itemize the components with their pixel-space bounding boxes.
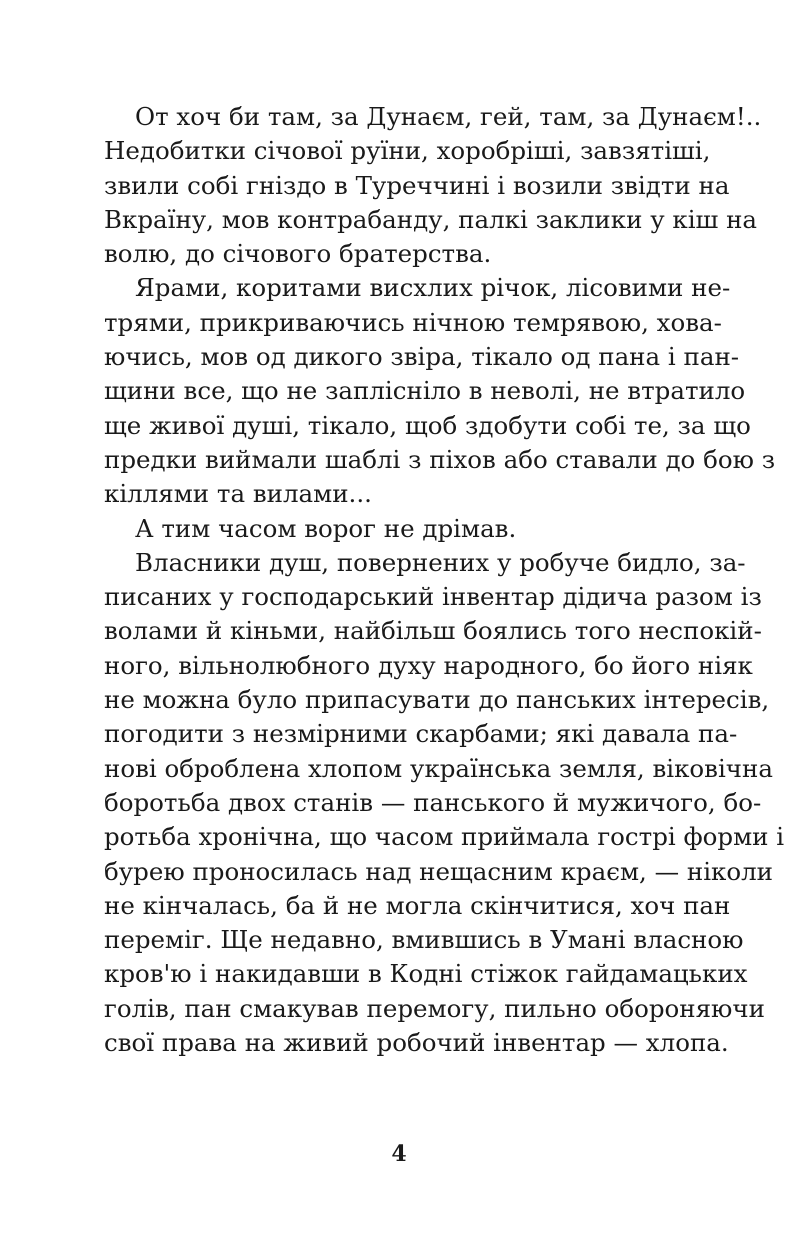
text-line: не кінчалась, ба й не могла скінчитися, хоч пан (104, 890, 731, 920)
page-number: 4 (391, 1141, 407, 1167)
text-line: щини все, що не заплісніло в неволі, не втратило (104, 376, 746, 406)
text-line: трями, прикриваючись нічною темрявою, хова- (104, 307, 722, 337)
text-line: кров'ю і накидавши в Кодні стіжок гайдамацьких (104, 959, 748, 989)
text-line: ще живої душі, тікало, щоб здобути собі те, за що (104, 410, 751, 440)
text-line: Вкраїну, мов контрабанду, палкі заклики у кіш на (104, 204, 758, 234)
text-line: переміг. Ще недавно, вмившись в Умані власною (104, 925, 744, 955)
text-line: ючись, мов од дикого звіра, тікало од пана і пан- (104, 342, 740, 372)
text-line: писаних у господарський інвентар дідича разом із (104, 582, 762, 612)
text-line: боротьба двох станів — панського й мужичого, бо- (104, 787, 762, 817)
text-line: не можна було припасувати до панських інтересів, (104, 685, 770, 715)
text-line: А тим часом ворог не дрімав. (135, 513, 517, 543)
text-line: ротьба хронічна, що часом приймала гострі форми і (104, 822, 785, 852)
text-line: предки виймали шаблі з піхов або ставали до бою з (104, 444, 776, 474)
text-line: погодити з незмірними скарбами; які давала па- (104, 719, 738, 749)
body-text (104, 100, 785, 1060)
text-line: Ярами, коритами висхлих річок, лісовими не- (135, 273, 731, 303)
text-line: нові оброблена хлопом українська земля, віковічна (104, 753, 773, 783)
text-line: кіллями та вилами... (104, 479, 372, 509)
text-line: волами й кіньми, найбільш боялись того неспокій- (104, 616, 762, 646)
paragraph (104, 271, 776, 511)
text-line: волю, до січового братерства. (104, 239, 492, 269)
text-line: Власники душ, повернених у робуче бидло, за- (135, 547, 746, 577)
text-line: свої права на живий робочий інвентар — хлопа. (104, 1028, 729, 1058)
text-line: ного, вільнолюбного духу народного, бо його ніяк (104, 650, 753, 680)
text-line: Недобитки січової руїни, хоробріші, завзятіші, (104, 136, 711, 166)
text-line: звили собі гніздо в Туреччині і возили звідти на (104, 170, 730, 200)
text-line: бурею проносилась над нещасним краєм, — ніколи (104, 856, 773, 886)
paragraph (104, 100, 762, 271)
paragraph (104, 512, 705, 546)
text-line: голів, пан смакував перемогу, пильно обороняючи (104, 993, 765, 1023)
paragraph (104, 546, 785, 1060)
text-line: От хоч би там, за Дунаєм, гей, там, за Дунаєм!.. (135, 102, 762, 131)
